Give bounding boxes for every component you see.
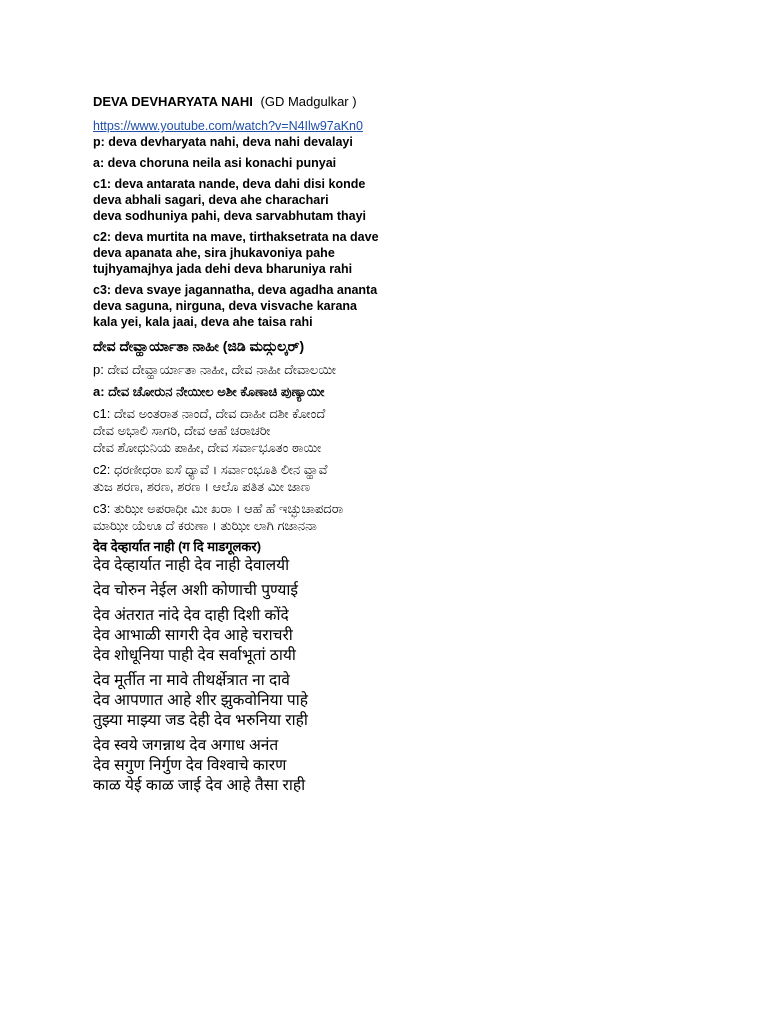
marathi-line: देव अंतरात नांदे देव दाही दिशी कोंदे: [93, 607, 289, 624]
roman-charanam-1: [93, 176, 733, 224]
song-title: [93, 92, 733, 112]
kannada-pallavi: p: ದೇವ ದೇವ್ಹಾರ್ಯಾತಾ ನಾಹೀ, ದೇವ ನಾಹೀ ದೇವಾಲಯೀ: [93, 362, 337, 377]
roman-line: deva abhali sagari, deva ahe charachari: [93, 193, 329, 207]
kannada-charanam-3: [93, 500, 733, 534]
marathi-charanam-1: [93, 606, 733, 666]
marathi-line: देव सगुण निर्गुण देव विश्वाचे कारण: [93, 757, 287, 774]
kannada-line: c1: ದೇವ ಅಂತರಾತ ನಾಂದೆ, ದೇವ ದಾಹೀ ದಶೀ ಕೋಂದೆ: [93, 406, 326, 421]
marathi-line: देव मूर्तीत ना मावे तीथर्क्षेत्रात ना दावे: [93, 672, 290, 689]
youtube-link[interactable]: https://www.youtube.com/watch?v=N4Ilw97aKn0: [93, 119, 363, 133]
marathi-line: देव शोधूनिया पाही देव सर्वाभूतां ठायी: [93, 647, 296, 664]
marathi-line: देव स्वये जगन्नाथ देव अगाध अनंत: [93, 737, 279, 754]
roman-line: deva apanata ahe, sira jhukavoniya pahe: [93, 246, 335, 260]
roman-section: [93, 134, 733, 330]
kannada-section: [93, 336, 733, 534]
marathi-line: तुझ्या माझ्या जड देही देव भरुनिया राही: [93, 712, 308, 729]
song-title-text: DEVA DEVHARYATA NAHI: [93, 94, 253, 109]
kannada-charanam-1: [93, 405, 733, 456]
kannada-anupallavi: a: ದೇವ ಚೋರುನ ನೇಯೀಲ ಅಶೀ ಕೊಣಾಚಿ ಪುಣ್ಯಾಯೀ: [93, 384, 325, 399]
marathi-line: काळ येई काळ जाई देव आहे तैसा राही: [93, 777, 306, 794]
marathi-line: देव आपणात आहे शीर झुकवोनिया पाहे: [93, 692, 308, 709]
kannada-line: ದೇವ ಅಭಾಲಿ ಸಾಗರಿ, ದೇವ ಆಹೆ ಚರಾಚರೀ: [93, 423, 271, 438]
kannada-line: c2: ಧರಣೀಧರಾ ಐಸೆ ಧ್ಯಾವೆ । ಸರ್ವಾಂಭೂತಿ ಲೀನ ವ್ಹಾವೆ: [93, 462, 328, 477]
kannada-line: ತುಜ ಶರಣ, ಶರಣ, ಶರಣ । ಆಲೊ ಪತಿತ ಮೀ ಜಾಣ: [93, 479, 311, 494]
marathi-charanam-3: [93, 736, 733, 796]
kannada-line: c3: ತುಝೀ ಅಪರಾಧೀ ಮೀ ಖರಾ । ಆಹೆ ಹೆ ಇಚ್ಛುಚಾಪದರಾ: [93, 501, 344, 516]
roman-line: c1: deva antarata nande, deva dahi disi konde: [93, 177, 366, 191]
kannada-charanam-2: [93, 461, 733, 495]
roman-line: deva saguna, nirguna, deva visvache karana: [93, 299, 358, 313]
roman-line: kala yei, kala jaai, deva ahe taisa rahi: [93, 315, 313, 329]
roman-anupallavi: a: deva choruna neila asi konachi punyai: [93, 156, 337, 170]
marathi-title: देव देव्हार्यात नाही (ग दि माडगूलकर): [93, 539, 262, 554]
marathi-charanam-2: [93, 671, 733, 731]
roman-charanam-2: [93, 229, 733, 277]
kannada-line: ದೇವ ಶೋಧುನಿಯ ಪಾಹೀ, ದೇವ ಸರ್ವಾಭೂತಂ ಠಾಯೀ: [93, 440, 322, 455]
roman-charanam-3: [93, 282, 733, 330]
marathi-pallavi: देव देव्हार्यात नाही देव नाही देवालयी: [93, 557, 290, 574]
document-page: [93, 92, 733, 796]
roman-line: c3: deva svaye jagannatha, deva agadha ananta: [93, 283, 378, 297]
roman-line: tujhyamajhya jada dehi deva bharuniya rahi: [93, 262, 353, 276]
song-author: (GD Madgulkar ): [260, 94, 357, 109]
roman-pallavi: p: deva devharyata nahi, deva nahi devalayi: [93, 135, 353, 149]
roman-line: deva sodhuniya pahi, deva sarvabhutam thayi: [93, 209, 367, 223]
kannada-title: ದೇವ ದೇವ್ಹಾರ್ಯಾತಾ ನಾಹೀ (ಜಿಡಿ ಮದ್ಗುಲ್ಕರ್): [93, 338, 305, 354]
marathi-line: देव आभाळी सागरी देव आहे चराचरी: [93, 627, 293, 644]
roman-line: c2: deva murtita na mave, tirthaksetrata na dave: [93, 230, 379, 244]
marathi-anupallavi: देव चोरुन नेईल अशी कोणाची पुण्याई: [93, 582, 299, 599]
kannada-line: ಮಾಝೀ ಯೆಊ ದೆ ಕರುಣಾ । ತುಝೀ ಲಾಗಿ ಗಜಾನನಾ: [93, 518, 317, 533]
marathi-section: [93, 538, 733, 796]
